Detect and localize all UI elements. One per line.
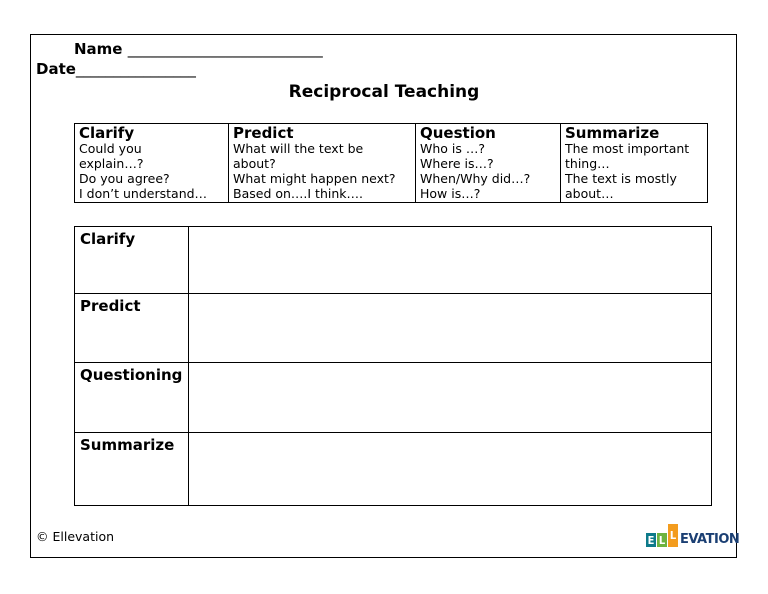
reference-line: explain…? [79, 156, 144, 171]
response-row-questioning [75, 363, 712, 433]
reference-heading: Predict [233, 124, 294, 142]
page-title: Reciprocal Teaching [288, 82, 480, 102]
reference-line: about… [565, 186, 614, 201]
reference-table [74, 123, 708, 203]
reference-line: Based on….I think…. [233, 186, 363, 201]
reference-heading: Summarize [565, 124, 660, 142]
logo-wordmark: EVATION [680, 532, 740, 547]
response-area-predict[interactable] [189, 294, 712, 363]
reference-line: The text is mostly [565, 171, 677, 186]
reference-line: about? [233, 156, 276, 171]
logo-letter-block: L [668, 524, 678, 547]
response-row-clarify [75, 227, 712, 294]
reference-line: How is…? [420, 186, 481, 201]
row-label-predict: Predict [75, 294, 189, 363]
reference-line: What will the text be [233, 141, 364, 156]
reference-line: Could you [79, 141, 142, 156]
date-field [36, 60, 196, 78]
reference-line: Who is …? [420, 141, 485, 156]
date-blank-line: ________________ [75, 60, 196, 78]
response-area-clarify[interactable] [189, 227, 712, 294]
reference-heading: Question [420, 124, 496, 142]
response-row-predict [75, 294, 712, 363]
reference-line: Do you agree? [79, 171, 170, 186]
date-label: Date [36, 60, 76, 78]
row-label-summarize: Summarize [75, 433, 189, 506]
copyright-notice: © Ellevation [36, 529, 115, 544]
logo-letter-block: L [658, 533, 666, 547]
reference-line: The most important [565, 141, 690, 156]
name-field [74, 40, 323, 58]
reference-line: What might happen next? [233, 171, 396, 186]
row-label-questioning-text: Questioning [80, 366, 183, 384]
logo-letter-block: E [647, 533, 655, 547]
ellevation-logo [646, 521, 739, 547]
reference-cell-summarize [561, 124, 708, 203]
reference-cell-clarify [75, 124, 229, 203]
name-label: Name [74, 40, 123, 58]
row-label-questioning [75, 363, 189, 433]
reference-heading: Clarify [79, 124, 135, 142]
response-row-summarize [75, 433, 712, 506]
reference-cell-question [416, 124, 561, 203]
response-area-questioning[interactable] [189, 363, 712, 433]
row-label-clarify: Clarify [75, 227, 189, 294]
reference-line: I don’t understand… [79, 186, 208, 201]
reference-cell-predict [229, 124, 416, 203]
name-blank-line: __________________________ [127, 40, 323, 58]
response-table [74, 226, 712, 506]
reference-line: Where is…? [420, 156, 494, 171]
response-area-summarize[interactable] [189, 433, 712, 506]
reference-line: When/Why did…? [420, 171, 531, 186]
reference-line: thing… [565, 156, 610, 171]
